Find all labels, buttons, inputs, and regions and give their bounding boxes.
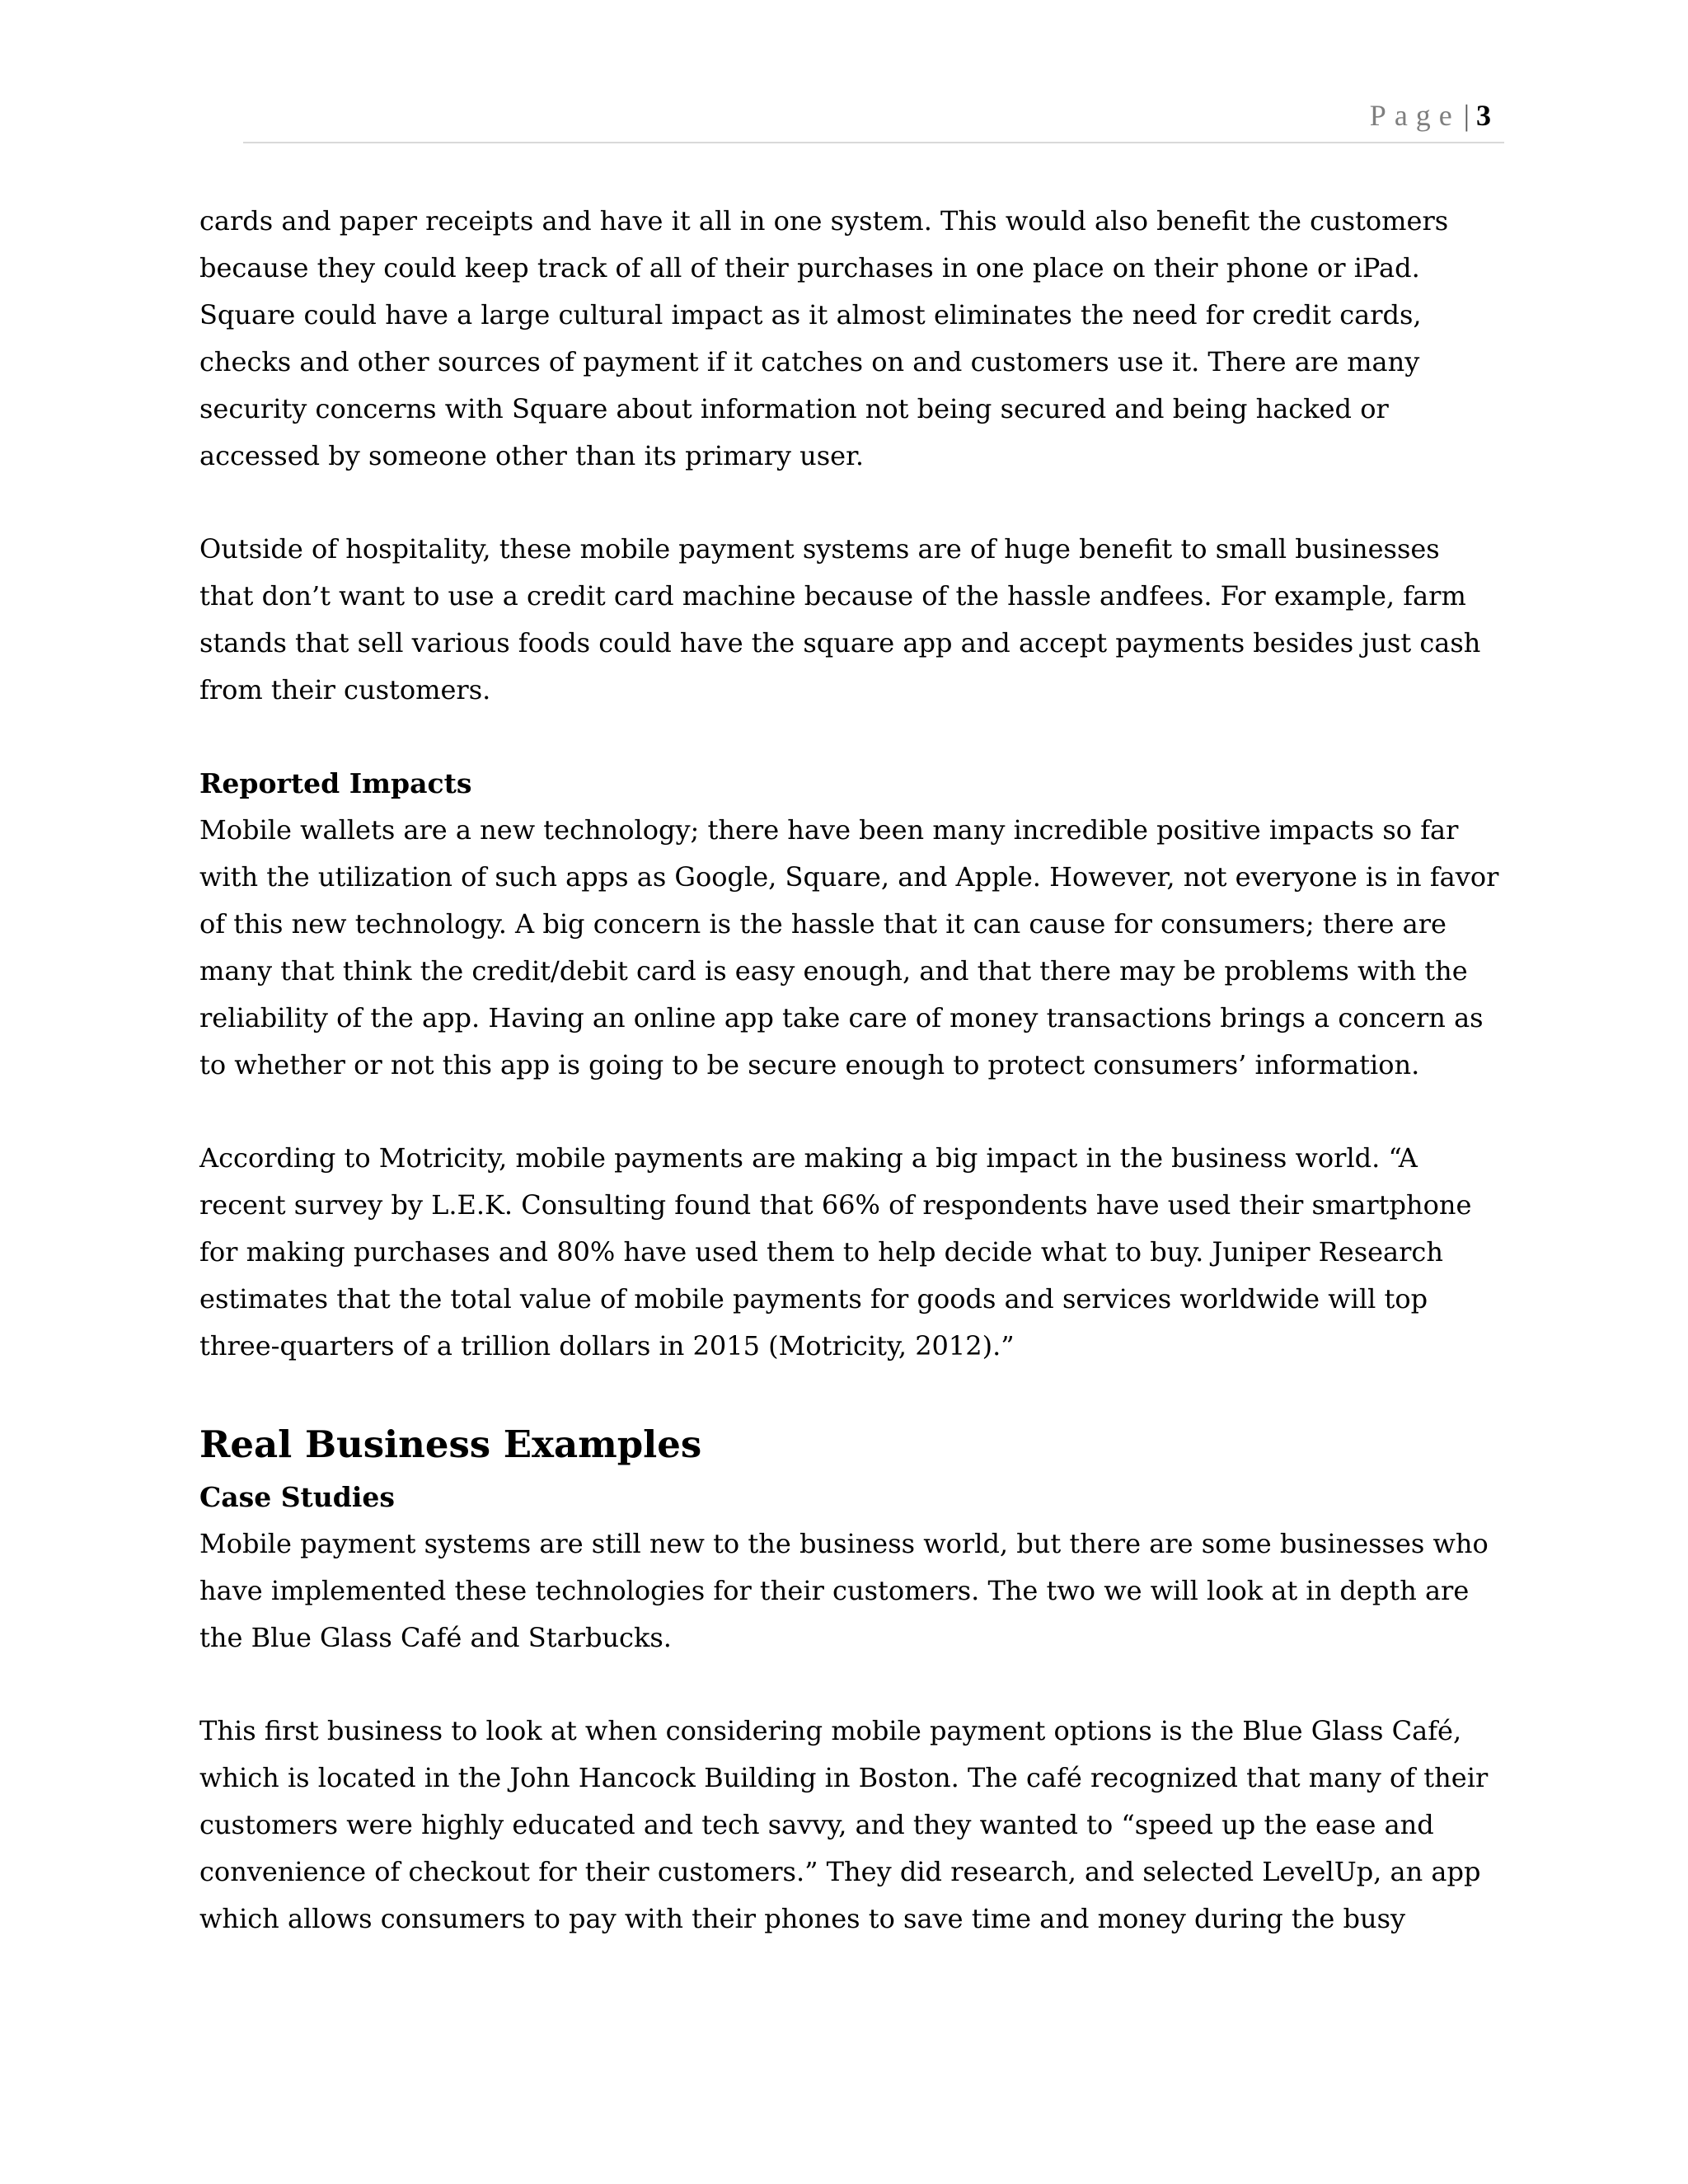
paragraph-small-business: Outside of hospitality, these mobile payment systems are of huge benefit to small businesses that don’t want to use a credit card machine because of the hassle andfees. For example, farm stands that sell various foods could have the square app and accept payments besides just cash from their customers. [199, 533, 1481, 705]
paragraph-case-studies-intro: Mobile payment systems are still new to the business world, but there are some businesses who have implemented these technologies for their customers. The two we will look at in depth are the Blue Glass Café and Starbucks. [199, 1528, 1489, 1653]
subheading-case-studies: Case Studies [199, 1481, 395, 1513]
paragraph-square-impact: cards and paper receipts and have it all in one system. This would also benefit the customers because they could keep track of all of their purchases in one place on their phone or iPad. Square could have a large cultural impact as it almost eliminates the need for credit cards, checks and other sources of payment if it catches on and customers use it. There are many security concerns with Square about information not being secured and being hacked or accessed by someone other than its primary user. [199, 205, 1449, 471]
subheading-reported-impacts: Reported Impacts [199, 767, 472, 799]
paragraph-motricity: According to Motricity, mobile payments are making a big impact in the business world. “A recent survey by L.E.K. Consulting found that 66% of respondents have used their smartphone for making purchases and 80% have used them to help decide what to buy. Juniper Research estimates that the total value of mobile payments for goods and services worldwide will top three-quarters of a trillion dollars in 2015 (Motricity, 2012).” [199, 1142, 1472, 1361]
paragraph-blue-glass-cafe: This first business to look at when considering mobile payment options is the Blue Glass Café, which is located in the John Hancock Building in Boston. The café recognized that many of their customers were highly educated and tech savvy, and they wanted to “speed up the ease and convenience of checkout for their customers.” They did research, and selected LevelUp, an app which allows consumers to pay with their phones to save time and money during the busy [199, 1715, 1489, 1934]
page-header [243, 99, 1504, 143]
page-body [199, 198, 1502, 1989]
section-title-real-business-examples: Real Business Examples [199, 1422, 702, 1466]
paragraph-mobile-wallets: Mobile wallets are a new technology; there have been many incredible positive impacts so far with the utilization of such apps as Google, Square, and Apple. However, not everyone is in favor of this new technology. A big concern is the hassle that it can cause for consumers; there are many that think the credit/debit card is easy enough, and that there may be problems with the reliability of the app. Having an online app take care of money transactions brings a concern as to whether or not this app is going to be secure enough to protect consumers’ information. [199, 814, 1499, 1080]
page-word: Page [1369, 99, 1461, 132]
page-number: 3 [1476, 99, 1491, 132]
page-separator: | [1463, 99, 1470, 132]
page-number-label [1370, 99, 1491, 132]
